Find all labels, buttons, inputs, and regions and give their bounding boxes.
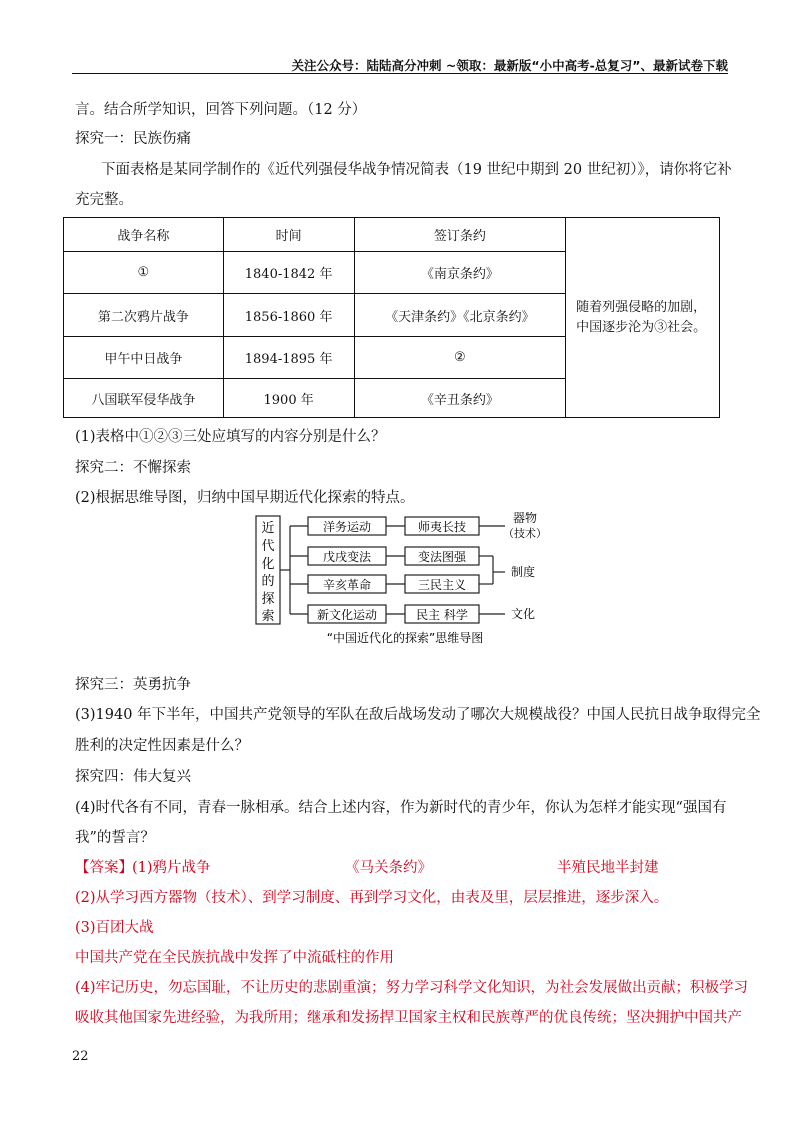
table-cell-war: 甲午中日战争 <box>64 337 224 379</box>
question-2: (2)根据思维导图，归纳中国早期近代化探索的特点。 <box>75 490 415 506</box>
table-cell-war: 八国联军侵华战争 <box>64 379 224 418</box>
mindmap-root-char: 索 <box>261 609 275 624</box>
page-number: 22 <box>72 1049 89 1064</box>
answer-4-line2: 吸收其他国家先进经验，为我所用；继承和发扬捍卫国家主权和民族尊严的优良传统；坚决拥护中国共产 <box>75 1010 742 1026</box>
table-cell-treaty: 《辛丑条约》 <box>354 379 566 418</box>
mindmap-caption: “中国近代化的探索”思维导图 <box>326 631 484 645</box>
table-cell-treaty: ② <box>354 337 566 379</box>
answer-1-part1: (1)鸦片战争 <box>132 860 211 876</box>
mindmap-level-institution: 制度 <box>510 565 536 579</box>
mindmap-root-char: 的 <box>261 574 275 589</box>
page-header: 关注公众号：陆陆高分冲刺 ~领取：最新版“小中高考-总复习”、最新试卷下载 <box>291 58 728 73</box>
table-cell-war: ① <box>64 252 224 294</box>
table-header-war: 战争名称 <box>64 218 224 252</box>
mindmap-movement: 辛亥革命 <box>322 578 372 592</box>
question-3-line2: 胜利的决定性因素是什么？ <box>75 738 249 754</box>
mind-map <box>255 512 555 652</box>
mindmap-root-char: 探 <box>261 592 275 607</box>
answer-3-line2: 中国共产党在全民族抗战中发挥了中流砥柱的作用 <box>75 950 394 966</box>
inquiry1-desc-line1: 下面表格是某同学制作的《近代列强侵华战争情况简表（19 世纪中期到 20 世纪初）》，请你将它补 <box>101 162 732 178</box>
answer-label: 【答案】 <box>75 860 133 876</box>
inquiry3-title: 探究三：英勇抗争 <box>75 677 191 693</box>
mindmap-root-char: 代 <box>261 539 275 554</box>
inquiry1-title: 探究一：民族伤痛 <box>75 131 191 147</box>
mindmap-level-artifact-sub: （技术） <box>503 527 547 540</box>
answer-4-line1: (4)牢记历史，勿忘国耻，不让历史的悲剧重演；努力学习科学文化知识，为社会发展做出贡献；积极学习 <box>75 980 749 996</box>
table-cell-time: 1894-1895 年 <box>223 337 354 379</box>
mindmap-root-char: 化 <box>261 557 275 572</box>
mindmap-level-culture: 文化 <box>510 607 536 621</box>
question-4-line2: 我”的誓言？ <box>75 830 155 846</box>
header-rule <box>72 73 728 74</box>
mindmap-level-artifact: 器物 <box>512 512 538 525</box>
table-cell-time: 1840-1842 年 <box>223 252 354 294</box>
table-side-note: 随着列强侵略的加剧，中国逐步沦为③社会。 <box>566 218 720 418</box>
answer-1-part2: 《马关条约》 <box>345 860 432 876</box>
table-header-treaty: 签订条约 <box>354 218 566 252</box>
mindmap-idea: 民主 科学 <box>416 608 468 622</box>
inquiry1-desc-line2: 充完整。 <box>75 192 133 208</box>
war-table <box>63 217 720 418</box>
answer-3-line1: (3)百团大战 <box>75 920 154 936</box>
intro-text: 言。结合所学知识，回答下列问题。（12 分） <box>75 102 367 118</box>
table-cell-war: 第二次鸦片战争 <box>64 294 224 337</box>
answer-2: (2)从学习西方器物（技术）、到学习制度、再到学习文化，由表及里，层层推进，逐步深入。 <box>75 890 669 906</box>
question-3-line1: (3)1940 年下半年，中国共产党领导的军队在敌后战场发动了哪次大规模战役？中国人民抗日战争取得完全 <box>75 707 761 723</box>
answer-1-part3: 半殖民地半封建 <box>557 860 659 876</box>
table-cell-treaty: 《南京条约》 <box>354 252 566 294</box>
mindmap-idea: 师夷长技 <box>417 520 467 534</box>
mindmap-movement: 洋务运动 <box>322 520 372 534</box>
inquiry4-title: 探究四：伟大复兴 <box>75 769 191 785</box>
table-header-time: 时间 <box>223 218 354 252</box>
inquiry2-title: 探究二：不懈探索 <box>75 460 191 476</box>
question-4-line1: (4)时代各有不同，青春一脉相承。结合上述内容，作为新时代的青少年，你认为怎样才能实现“强国有 <box>75 800 727 816</box>
mindmap-idea: 三民主义 <box>417 578 467 592</box>
table-cell-treaty: 《天津条约》《北京条约》 <box>354 294 566 337</box>
mindmap-movement: 戊戌变法 <box>322 550 372 564</box>
mindmap-movement: 新文化运动 <box>316 608 378 622</box>
mindmap-root-char: 近 <box>261 521 275 536</box>
table-cell-time: 1900 年 <box>223 379 354 418</box>
mindmap-idea: 变法图强 <box>417 550 467 564</box>
question-1: (1)表格中①②③三处应填写的内容分别是什么？ <box>75 429 386 445</box>
table-cell-time: 1856-1860 年 <box>223 294 354 337</box>
